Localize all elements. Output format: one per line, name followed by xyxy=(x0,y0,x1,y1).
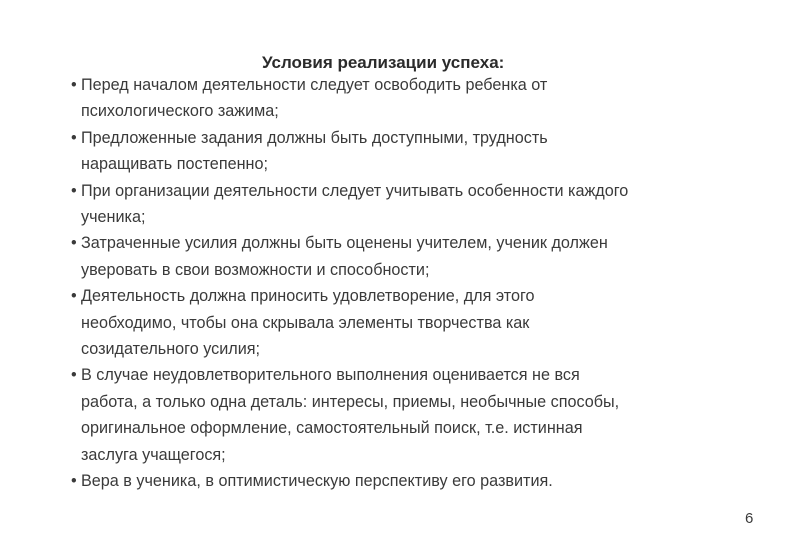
bullet-icon: • xyxy=(71,287,77,306)
list-item-line: психологического зажима; xyxy=(81,102,279,121)
bullet-icon: • xyxy=(71,366,77,385)
list-item-line: оригинальное оформление, самостоятельный поиск, т.е. истинная xyxy=(81,419,583,438)
bullet-icon: • xyxy=(71,234,77,253)
list-item-line: Перед началом деятельности следует освободить ребенка от xyxy=(81,76,548,94)
list-item-line: Предложенные задания должны быть доступными, трудность xyxy=(81,128,548,147)
list-item-line: работа, а только одна деталь: интересы, приемы, необычные способы, xyxy=(81,392,620,411)
list-item xyxy=(71,468,771,494)
list-item xyxy=(71,362,771,468)
slide-title: Условия реализации успеха: xyxy=(262,53,505,72)
list-item xyxy=(71,178,771,231)
conditions-list xyxy=(71,72,771,495)
list-item-line: Затраченные усилия должны быть оценены учителем, ученик должен xyxy=(81,234,608,253)
bullet-icon: • xyxy=(71,472,77,491)
list-item-line: ученика; xyxy=(81,208,146,227)
list-item-line: уверовать в свои возможности и способности; xyxy=(81,260,430,279)
list-item-line: Деятельность должна приносить удовлетворение, для этого xyxy=(81,287,535,306)
bullet-icon: • xyxy=(71,76,77,94)
list-item xyxy=(71,283,771,362)
list-item-line: При организации деятельности следует учитывать особенности каждого xyxy=(81,181,629,200)
bullet-icon: • xyxy=(71,181,77,200)
page-number: 6 xyxy=(745,510,754,527)
list-item xyxy=(71,125,771,178)
list-item-line: необходимо, чтобы она скрывала элементы творчества как xyxy=(81,313,530,332)
list-item xyxy=(71,72,771,125)
list-item-line: В случае неудовлетворительного выполнения оценивается не вся xyxy=(81,366,580,385)
list-item xyxy=(71,230,771,283)
bullet-icon: • xyxy=(71,128,77,147)
list-item-line: Вера в ученика, в оптимистическую перспективу его развития. xyxy=(81,472,553,491)
list-item-line: наращивать постепенно; xyxy=(81,155,268,174)
list-item-line: заслуга учащегося; xyxy=(81,445,226,464)
list-item-line: созидательного усилия; xyxy=(81,340,261,359)
